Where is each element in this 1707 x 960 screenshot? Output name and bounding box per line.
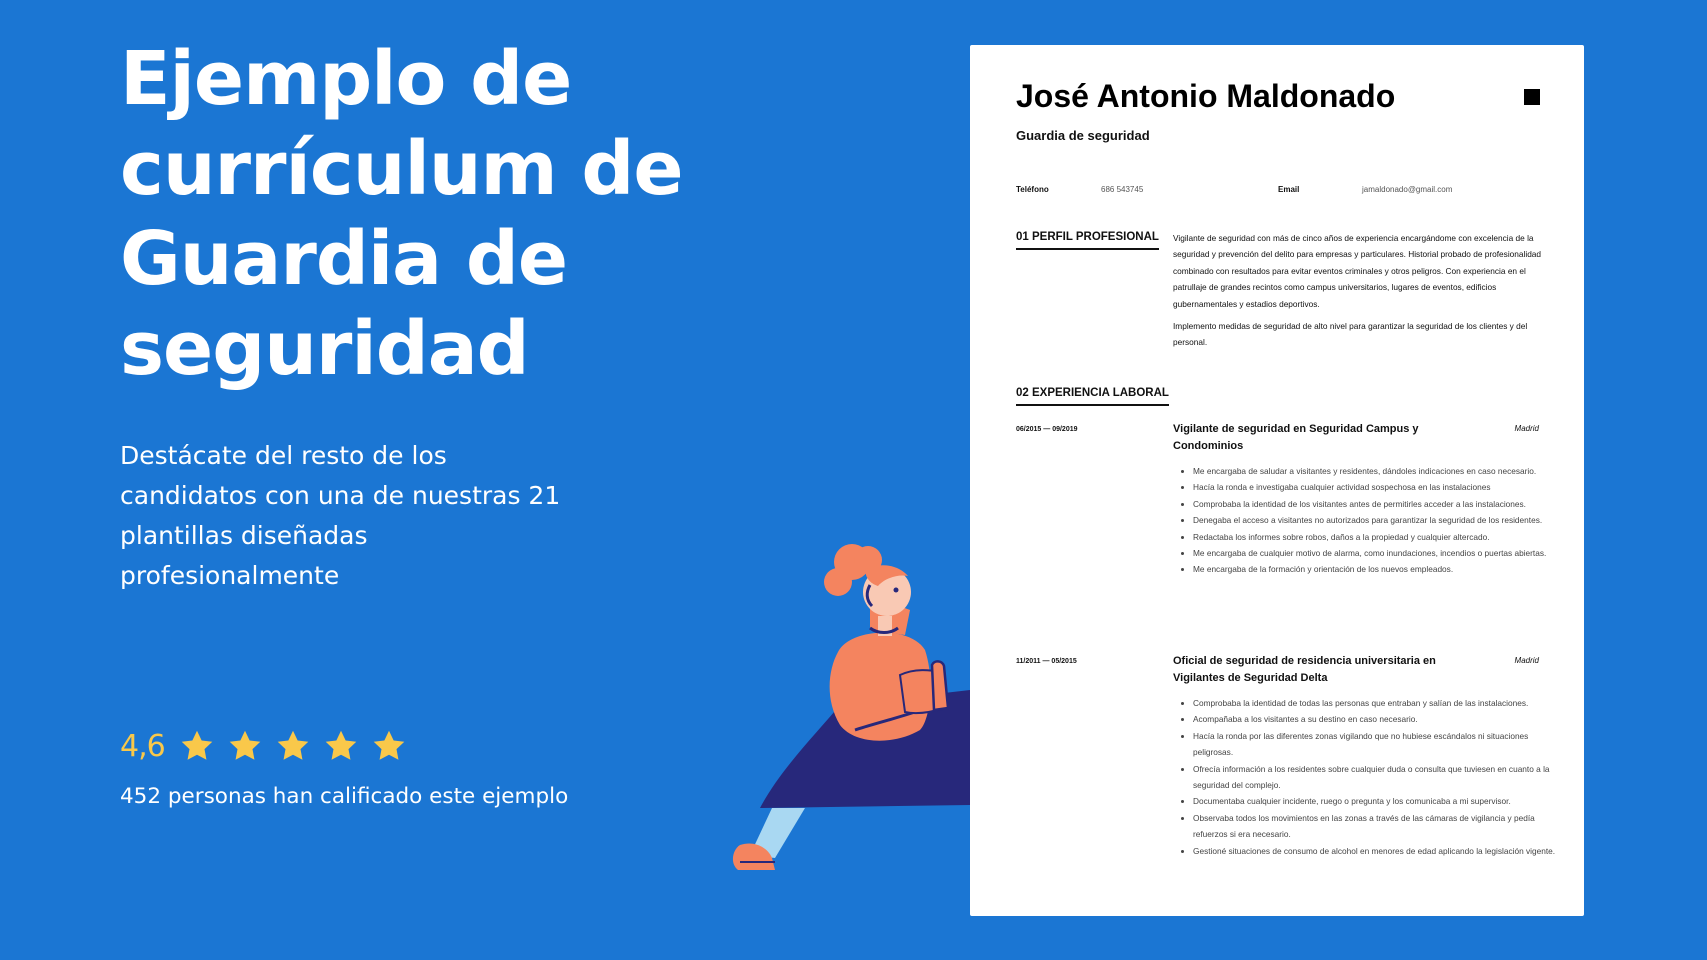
profile-paragraph: Vigilante de seguridad con más de cinco años de experiencia encargándome con excelencia de la seguridad y prevención del delito para empresas y particulares. Historial probado de profesionalidad combinado con resultados para evitar eventos criminales y otros peligros. Con experiencia en el patrullaje de grandes recintos como campus universitarios, lugares de eventos, edificios gubernamentales y estadios deportivos.	[1173, 233, 1542, 309]
email-value: jamaldonado@gmail.com	[1362, 185, 1453, 194]
page-subtitle: Destácate del resto de los candidatos con una de nuestras 21 plantillas diseñadas profesionalmente	[120, 441, 561, 590]
resume-preview	[970, 45, 1584, 916]
resume-role: Guardia de seguridad	[1016, 128, 1150, 143]
resume-name: José Antonio Maldonado	[1016, 78, 1396, 114]
job-location: Madrid	[1514, 424, 1539, 433]
job-date: 11/2011 — 05/2015	[1016, 658, 1077, 665]
job-title: Oficial de seguridad de residencia universitaria en Vigilantes de Seguridad Delta	[1173, 655, 1436, 684]
list-item: • Redactaba los informes sobre robos, daños a la propiedad y cualquier altercado.	[1193, 529, 1563, 545]
list-item: • Documentaba cualquier incidente, ruego o pregunta y los comunicaba a mi supervisor.	[1193, 793, 1563, 809]
list-item: • Denegaba el acceso a visitantes no autorizados para garantizar la seguridad de los residentes.	[1193, 512, 1563, 528]
job-bullets	[1173, 463, 1563, 578]
profile-text	[1173, 230, 1543, 357]
woman-illustration	[720, 540, 980, 880]
star-icon	[275, 728, 311, 764]
page-title	[120, 34, 720, 394]
square-icon	[1524, 89, 1540, 105]
list-item: • Me encargaba de la formación y orientación de los nuevos empleados.	[1193, 561, 1563, 577]
phone-label: Teléfono	[1016, 185, 1049, 194]
list-item: • Me encargaba de cualquier motivo de alarma, como inundaciones, incendios o puertas abiertas.	[1193, 545, 1563, 561]
hero	[120, 34, 720, 596]
title-line: currículum de	[120, 126, 683, 212]
list-item: • Comprobaba la identidad de los visitantes antes de permitirles acceder a las instalaciones.	[1193, 496, 1563, 512]
list-item: • Acompañaba a los visitantes a su destino en caso necesario.	[1193, 711, 1563, 727]
list-item: • Me encargaba de saludar a visitantes y residentes, dándoles indicaciones en caso necesario.	[1193, 463, 1563, 479]
rating-count: 452 personas han calificado este ejemplo	[120, 784, 569, 809]
star-icon	[227, 728, 263, 764]
experience-section-title: 02 EXPERIENCIA LABORAL	[1016, 387, 1169, 406]
star-icon	[371, 728, 407, 764]
list-item: • Hacía la ronda por las diferentes zonas vigilando que no hubiese escándalos ni situaciones peligrosas.	[1193, 728, 1563, 761]
job-location: Madrid	[1514, 656, 1539, 665]
star-icon	[323, 728, 359, 764]
email-label: Email	[1278, 185, 1300, 194]
title-line: seguridad	[120, 306, 529, 392]
rating	[120, 728, 419, 764]
profile-paragraph: Implemento medidas de seguridad de alto nivel para garantizar la seguridad de los clientes y del personal.	[1173, 321, 1528, 348]
job-title: Vigilante de seguridad en Seguridad Campus y Condominios	[1173, 423, 1419, 452]
list-item: • Ofrecía información a los residentes sobre cualquier duda o consulta que tuviesen en cuanto a la seguridad del complejo.	[1193, 761, 1563, 794]
list-item: • Gestioné situaciones de consumo de alcohol en menores de edad aplicando la legislación vigente.	[1193, 843, 1563, 859]
phone-value: 686 543745	[1101, 185, 1144, 194]
star-icon	[179, 728, 215, 764]
profile-section-title: 01 PERFIL PROFESIONAL	[1016, 231, 1159, 250]
list-item: • Comprobaba la identidad de todas las personas que entraban y salían de las instalaciones.	[1193, 695, 1563, 711]
list-item: • Observaba todos los movimientos en las zonas a través de las cámaras de vigilancia y pedía refuerzos si era necesario.	[1193, 810, 1563, 843]
rating-score: 4,6	[120, 728, 165, 764]
title-line: Ejemplo de	[120, 36, 572, 122]
title-line: Guardia de	[120, 216, 568, 302]
job-date: 06/2015 — 09/2019	[1016, 426, 1078, 433]
job-bullets	[1173, 695, 1563, 859]
list-item: • Hacía la ronda e investigaba cualquier actividad sospechosa en las instalaciones	[1193, 479, 1563, 495]
